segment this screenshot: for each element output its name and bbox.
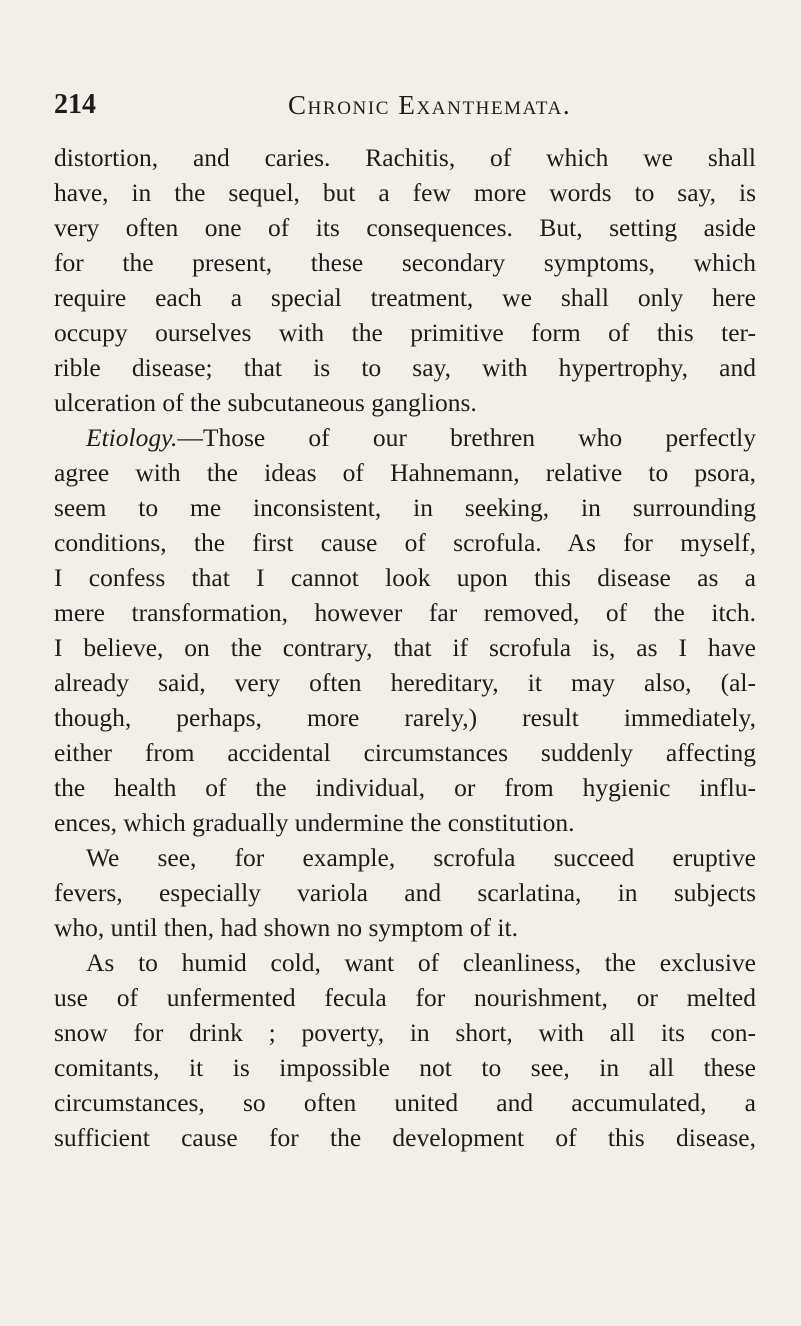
text-line: occupy ourselves with the primitive form of this ter- — [54, 318, 756, 347]
body-text — [54, 140, 756, 1155]
paragraph-etiology — [54, 420, 756, 840]
text-line: either from accidental circumstances suddenly affecting — [54, 738, 756, 767]
text-line: rible disease; that is to say, with hypertrophy, and — [54, 353, 756, 382]
running-head — [54, 88, 761, 122]
text-line: fevers, especially variola and scarlatina, in subjects — [54, 878, 756, 907]
text-line: conditions, the first cause of scrofula. As for myself, — [54, 528, 756, 557]
text-line — [54, 420, 756, 455]
paragraph — [54, 840, 756, 945]
text-line: require each a special treatment, we shall only here — [54, 283, 756, 312]
text-line: comitants, it is impossible not to see, in all these — [54, 1053, 756, 1082]
text-line: though, perhaps, more rarely,) result immediately, — [54, 703, 756, 732]
text-line: for the present, these secondary symptoms, which — [54, 248, 756, 277]
text-line: ences, which gradually undermine the constitution. — [54, 808, 575, 837]
text-line: snow for drink ; poverty, in short, with all its con- — [54, 1018, 756, 1047]
text-line: circumstances, so often united and accumulated, a — [54, 1088, 756, 1117]
text-line: We see, for example, scrofula succeed eruptive — [86, 843, 756, 872]
page-number: 214 — [54, 89, 96, 120]
text-line: As to humid cold, want of cleanliness, the exclusive — [86, 948, 756, 977]
text-line: I believe, on the contrary, that if scrofula is, as I have — [54, 633, 756, 662]
text-line: seem to me inconsistent, in seeking, in surrounding — [54, 493, 756, 522]
text-line: use of unfermented fecula for nourishment, or melted — [54, 983, 756, 1012]
text-line: who, until then, had shown no symptom of it. — [54, 913, 518, 942]
paragraph — [54, 140, 756, 420]
text-line: the health of the individual, or from hygienic influ- — [54, 773, 756, 802]
text-line: agree with the ideas of Hahnemann, relative to psora, — [54, 458, 756, 487]
text-line: have, in the sequel, but a few more words to say, is — [54, 178, 756, 207]
text-line: distortion, and caries. Rachitis, of which we shall — [54, 143, 756, 172]
section-heading-etiology: Etiology. — [86, 423, 178, 452]
text-line: sufficient cause for the development of this disease, — [54, 1123, 756, 1152]
text-line: I confess that I cannot look upon this disease as a — [54, 563, 756, 592]
text-line: ulceration of the subcutaneous ganglions. — [54, 388, 477, 417]
text-line: very often one of its consequences. But, setting aside — [54, 213, 756, 242]
text-line: already said, very often hereditary, it may also, (al- — [54, 668, 756, 697]
paragraph — [54, 945, 756, 1155]
running-title: Chronic Exanthemata. — [288, 90, 572, 120]
text-line: mere transformation, however far removed, of the itch. — [54, 598, 756, 627]
text-run: —Those of our brethren who perfectly — [177, 423, 756, 452]
